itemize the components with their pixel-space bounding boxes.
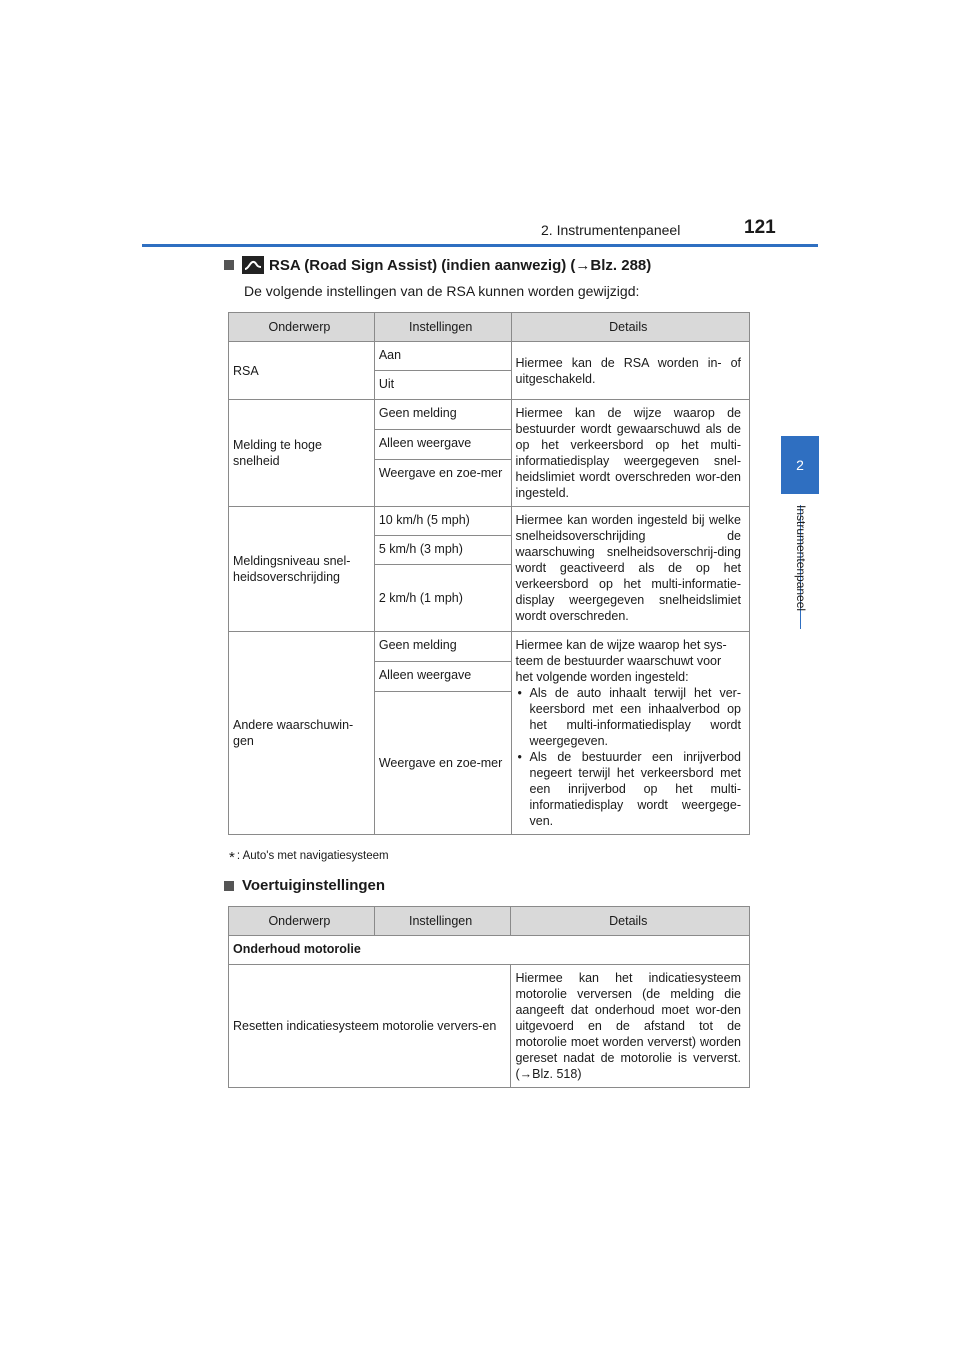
column-header: Details: [511, 907, 750, 936]
list-item: • Als de bestuurder een inrijverbod negeert terwijl het verkeersbord met een inrijverbod op het multi-informatiedisplay wordt weergege-ven.: [530, 749, 742, 829]
group-cell: Onderhoud motorolie: [229, 936, 750, 965]
column-header: Details: [511, 313, 750, 342]
item-cell: Meldingsniveau snel-heidsoverschrijding: [229, 507, 375, 632]
footnote-mark: *: [229, 849, 235, 866]
setting-cell: 10 km/h (5 mph): [374, 507, 511, 536]
chapter-number: 2: [796, 457, 804, 473]
item-cell: Resetten indicatiesysteem motorolie ververs-en: [229, 965, 511, 1088]
setting-cell: 5 km/h (3 mph): [374, 536, 511, 565]
setting-cell: Uit: [374, 371, 511, 400]
column-header: Onderwerp: [229, 313, 375, 342]
column-header: Instellingen: [374, 907, 511, 936]
chapter-label-wrap: [776, 505, 824, 631]
item-cell: Melding te hoge snelheid: [229, 400, 375, 507]
rsa-section-title-text: RSA (Road Sign Assist) (indien aanwezig) (→Blz. 288): [269, 256, 652, 274]
vehicle-settings-table: [228, 906, 750, 1088]
details-bullet-list: [516, 685, 742, 829]
footnote: [229, 849, 389, 866]
table-row: [229, 632, 750, 662]
table-row: [229, 965, 750, 1088]
table-row: [229, 342, 750, 371]
square-bullet-icon: [224, 260, 234, 270]
details-cell: [511, 632, 750, 835]
item-cell: RSA: [229, 342, 375, 400]
details-cell: Hiermee kan het indicatiesysteem motorolie verversen (de melding die aangeeft dat onderhoud moet wor-den uitgevoerd en de afstand tot de motorolie moet worden ververst) worden gereset nadat de motorolie is ververst. (→Blz. 518): [511, 965, 750, 1088]
table-header-row: [229, 313, 750, 342]
road-sign-assist-icon: [242, 256, 264, 274]
setting-cell: Weergave en zoe-mer: [374, 691, 511, 834]
chapter-label: Instrumentenpaneel: [794, 505, 808, 612]
setting-cell: Alleen weergave: [374, 430, 511, 460]
vehicle-section-title-text: Voertuiginstellingen: [242, 877, 386, 894]
page-number: 121: [744, 217, 776, 238]
setting-cell: Aan: [374, 342, 511, 371]
table-header-row: [229, 907, 750, 936]
table-group-row: [229, 936, 750, 965]
item-cell: Andere waarschuwin-gen: [229, 632, 375, 835]
setting-cell: Geen melding: [374, 632, 511, 662]
footnote-text: : Auto's met navigatiesysteem: [236, 850, 389, 862]
header-rule: [142, 244, 818, 247]
rsa-intro-text: De volgende instellingen van de RSA kunnen worden gewijzigd:: [244, 283, 640, 299]
details-cell: Hiermee kan worden ingesteld bij welke snelheidsoverschrijding de waarschuwing snelheidsoverschrij-ding wordt geactiveerd als de op het verkeersbord op het multi-informatie-display weergegeven snelheidslimiet wordt overschreden.: [511, 507, 750, 632]
square-bullet-icon: [224, 881, 234, 891]
details-cell: Hiermee kan de RSA worden in- of uitgeschakeld.: [511, 342, 750, 400]
setting-cell: Geen melding: [374, 400, 511, 430]
table-row: [229, 507, 750, 536]
setting-cell: Weergave en zoe-mer: [374, 460, 511, 507]
column-header: Onderwerp: [229, 907, 375, 936]
table-row: [229, 400, 750, 430]
setting-cell: 2 km/h (1 mph): [374, 565, 511, 632]
vehicle-section-title: [224, 877, 385, 894]
list-item: • Als de auto inhaalt terwijl het ver-keersbord met een inhaalverbod op het multi-informatiedisplay wordt weergegeven.: [530, 685, 742, 749]
details-intro: Hiermee kan de wijze waarop het sys-teem de bestuurder waarschuwt voor het volgende worden ingesteld:: [515, 638, 727, 684]
header-section-title: 2. Instrumentenpaneel: [541, 222, 681, 238]
column-header: Instellingen: [374, 313, 511, 342]
rsa-settings-table: [228, 312, 750, 835]
rsa-section-title: [224, 256, 651, 274]
chapter-tab: [781, 436, 819, 494]
details-cell: Hiermee kan de wijze waarop de bestuurder wordt gewaarschuwd als de op het verkeersbord op het multi-informatiedisplay weergegeven snel-heidslimiet wordt overschreden wor-den ingesteld.: [511, 400, 750, 507]
setting-cell: Alleen weergave: [374, 661, 511, 691]
